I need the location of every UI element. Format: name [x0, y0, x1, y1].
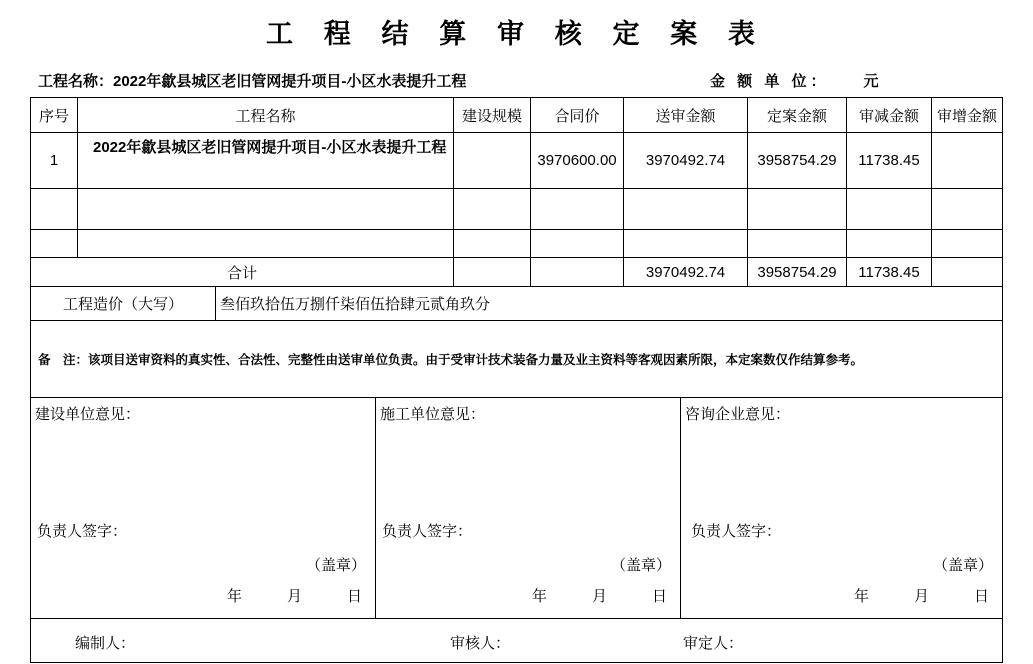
col-header-increased-amount: 审增金额	[936, 107, 997, 125]
cell-total-contract-price	[531, 258, 624, 286]
reviewer-label: 审核人：	[450, 635, 511, 652]
cell-empty	[932, 230, 1002, 257]
col-header-seq: 序号	[31, 98, 78, 132]
cell-empty	[454, 230, 531, 257]
cell-total-label: 合计	[31, 258, 454, 286]
remark-text: 备 注：该项目送审资料的真实性、合法性、完整性由送审单位负责。由于受审计技术装备力量及业主资料等客观因素所限，本定案数仅作结算参考。	[38, 353, 864, 367]
cell-empty	[31, 189, 78, 229]
opinion-title: 施工单位意见：	[380, 406, 486, 423]
cell-seq: 1	[31, 133, 78, 188]
col-header-contract-price: 合同价	[531, 98, 624, 132]
cost-in-words-row	[31, 287, 1002, 321]
construction-unit-opinion-cell	[31, 398, 376, 618]
col-header-construction-scale: 建设规模	[454, 98, 531, 132]
table-total-row	[31, 258, 1002, 287]
table-row-empty	[31, 230, 1002, 258]
preparer-label: 编制人：	[75, 635, 136, 652]
footer-cell	[31, 619, 1002, 662]
col-header-finalized-amount: 定案金额	[748, 98, 847, 132]
cell-finalized-amount: 3958754.29	[748, 133, 847, 188]
cell-total-finalized-amount: 3958754.29	[748, 258, 847, 286]
cell-empty	[748, 230, 847, 257]
cell-empty	[847, 189, 932, 229]
seal-label: （盖章）	[305, 557, 366, 574]
cell-contract-price: 3970600.00	[531, 133, 624, 188]
cell-empty	[31, 230, 78, 257]
date-label: 年 月 日	[531, 588, 667, 605]
signer-label: 负责人签字：	[382, 523, 473, 540]
cost-in-words-value: 叁佰玖拾伍万捌仟柒佰伍拾肆元贰角玖分	[220, 296, 491, 313]
cell-empty	[932, 189, 1002, 229]
cell-empty	[748, 189, 847, 229]
footer-row	[31, 619, 1002, 662]
amount-unit-caption: 金 额 单 位：	[710, 73, 830, 90]
date-label: 年 月 日	[853, 588, 989, 605]
page-title: 工 程 结 算 审 核 定 案 表	[266, 19, 767, 49]
cell-project-name: 2022年歙县城区老旧管网提升项目-小区水表提升工程	[78, 133, 454, 188]
table-row	[31, 133, 1002, 189]
cell-empty	[454, 189, 531, 229]
cost-in-words-label: 工程造价（大写）	[31, 287, 216, 320]
project-name-label: 工程名称：2022年歙县城区老旧管网提升项目-小区水表提升工程	[38, 73, 467, 90]
amount-unit-label	[710, 70, 883, 91]
cell-empty	[78, 189, 454, 229]
remark-row	[31, 321, 1002, 398]
date-label: 年 月 日	[226, 588, 362, 605]
settlement-table	[30, 97, 1003, 663]
opinion-title: 建设单位意见：	[35, 406, 141, 423]
col-header-project-name: 工程名称	[78, 98, 454, 132]
col-header-reduced-amount: 审减金额	[847, 98, 932, 132]
cell-total-submitted-amount: 3970492.74	[624, 258, 748, 286]
cell-empty	[78, 230, 454, 257]
signer-label: 负责人签字：	[691, 523, 782, 540]
cell-construction-scale	[454, 133, 531, 188]
consulting-firm-opinion-cell	[681, 398, 1002, 618]
approver-label: 审定人：	[683, 635, 744, 652]
opinions-row	[31, 398, 1002, 619]
cell-empty	[531, 189, 624, 229]
cell-total-increased-amount	[932, 258, 1002, 286]
cell-reduced-amount: 11738.45	[847, 133, 932, 188]
amount-unit-value: 元	[863, 73, 883, 90]
signer-label: 负责人签字：	[37, 523, 128, 540]
seal-label: （盖章）	[610, 557, 671, 574]
cell-empty	[531, 230, 624, 257]
table-row-empty	[31, 189, 1002, 230]
cell-total-scale	[454, 258, 531, 286]
cell-submitted-amount: 3970492.74	[624, 133, 748, 188]
table-header-row	[31, 98, 1002, 133]
cell-total-reduced-amount: 11738.45	[847, 258, 932, 286]
col-header-submitted-amount: 送审金额	[624, 98, 748, 132]
opinion-title: 咨询企业意见：	[685, 406, 791, 423]
seal-label: （盖章）	[932, 557, 993, 574]
cell-increased-amount	[932, 133, 1002, 188]
cell-empty	[847, 230, 932, 257]
cell-empty	[624, 230, 748, 257]
cell-empty	[624, 189, 748, 229]
contractor-unit-opinion-cell	[376, 398, 681, 618]
